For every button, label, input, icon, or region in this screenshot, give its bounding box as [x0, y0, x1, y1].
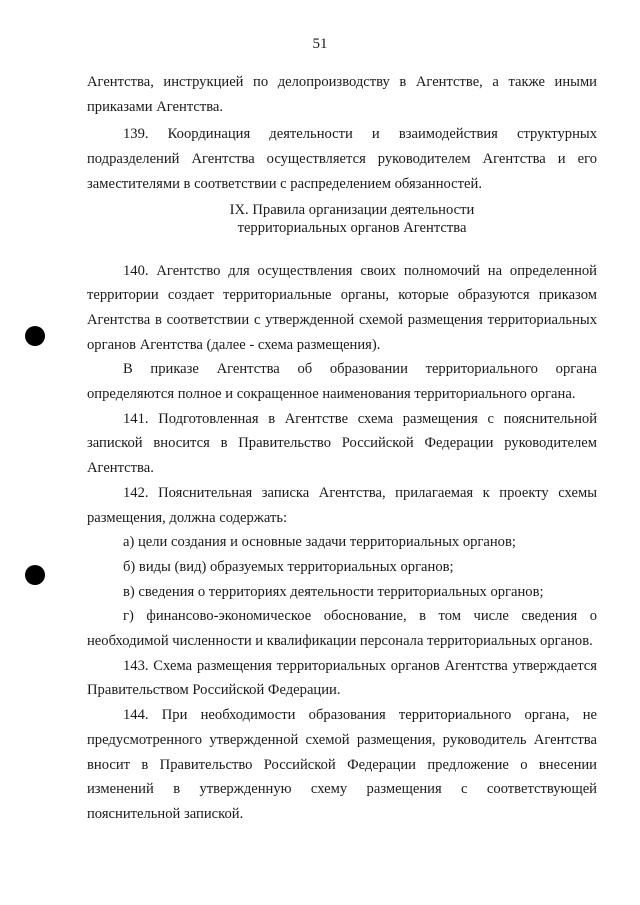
- paragraph-continuation: Агентства, инструкцией по делопроизводству в Агентстве, а также иными приказами Агентства.: [87, 74, 597, 115]
- paragraph-141: 141. Подготовленная в Агентстве схема размещения с пояснительной запиской вносится в Правительство Российской Федерации руководителем Агентства.: [87, 410, 597, 477]
- list-item-g: г) финансово-экономическое обоснование, в том числе сведения о необходимой численности и квалификации персонала территориальных органов.: [87, 608, 597, 650]
- list-item-c: в) сведения о территориях деятельности территориальных органов;: [123, 583, 544, 600]
- section-heading: [87, 201, 597, 237]
- paragraph-144: 144. При необходимости образования территориального органа, не предусмотренного утвержденной схемой размещения, руководитель Агентства вносит в Правительство Российской Федерации предложение о внесении изменений в утвержденную схему размещения с соответствующей пояснительной запиской.: [87, 707, 597, 822]
- section-heading-line-1: IX. Правила организации деятельности: [229, 201, 475, 218]
- paragraph-143: 143. Схема размещения территориальных органов Агентства утверждается Правительством Российской Федерации.: [87, 657, 597, 699]
- paragraph-142: 142. Пояснительная записка Агентства, прилагаемая к проекту схемы размещения, должна содержать:: [87, 484, 597, 526]
- list-item-a: а) цели создания и основные задачи территориальных органов;: [123, 534, 516, 551]
- section-heading-line-2: территориальных органов Агентства: [237, 219, 467, 236]
- document-body: [87, 70, 597, 827]
- list-item-b: б) виды (вид) образуемых территориальных органов;: [123, 558, 454, 575]
- punch-hole-mark-top: [25, 326, 45, 346]
- paragraph-139: 139. Координация деятельности и взаимодействия структурных подразделений Агентства осуществляется руководителем Агентства и его заместителями в соответствии с распределением обязанностей.: [87, 126, 597, 192]
- page-number: 51: [312, 36, 328, 52]
- punch-hole-mark-bottom: [25, 565, 45, 585]
- paragraph-140-continued: В приказе Агентства об образовании территориального органа определяются полное и сокращенное наименования территориального органа.: [87, 361, 597, 403]
- paragraph-140: 140. Агентство для осуществления своих полномочий на определенной территории создает территориальные органы, которые образуются приказом Агентства в соответствии с утвержденной схемой размещения территориальных органов Агентства (далее - схема размещения).: [87, 262, 597, 353]
